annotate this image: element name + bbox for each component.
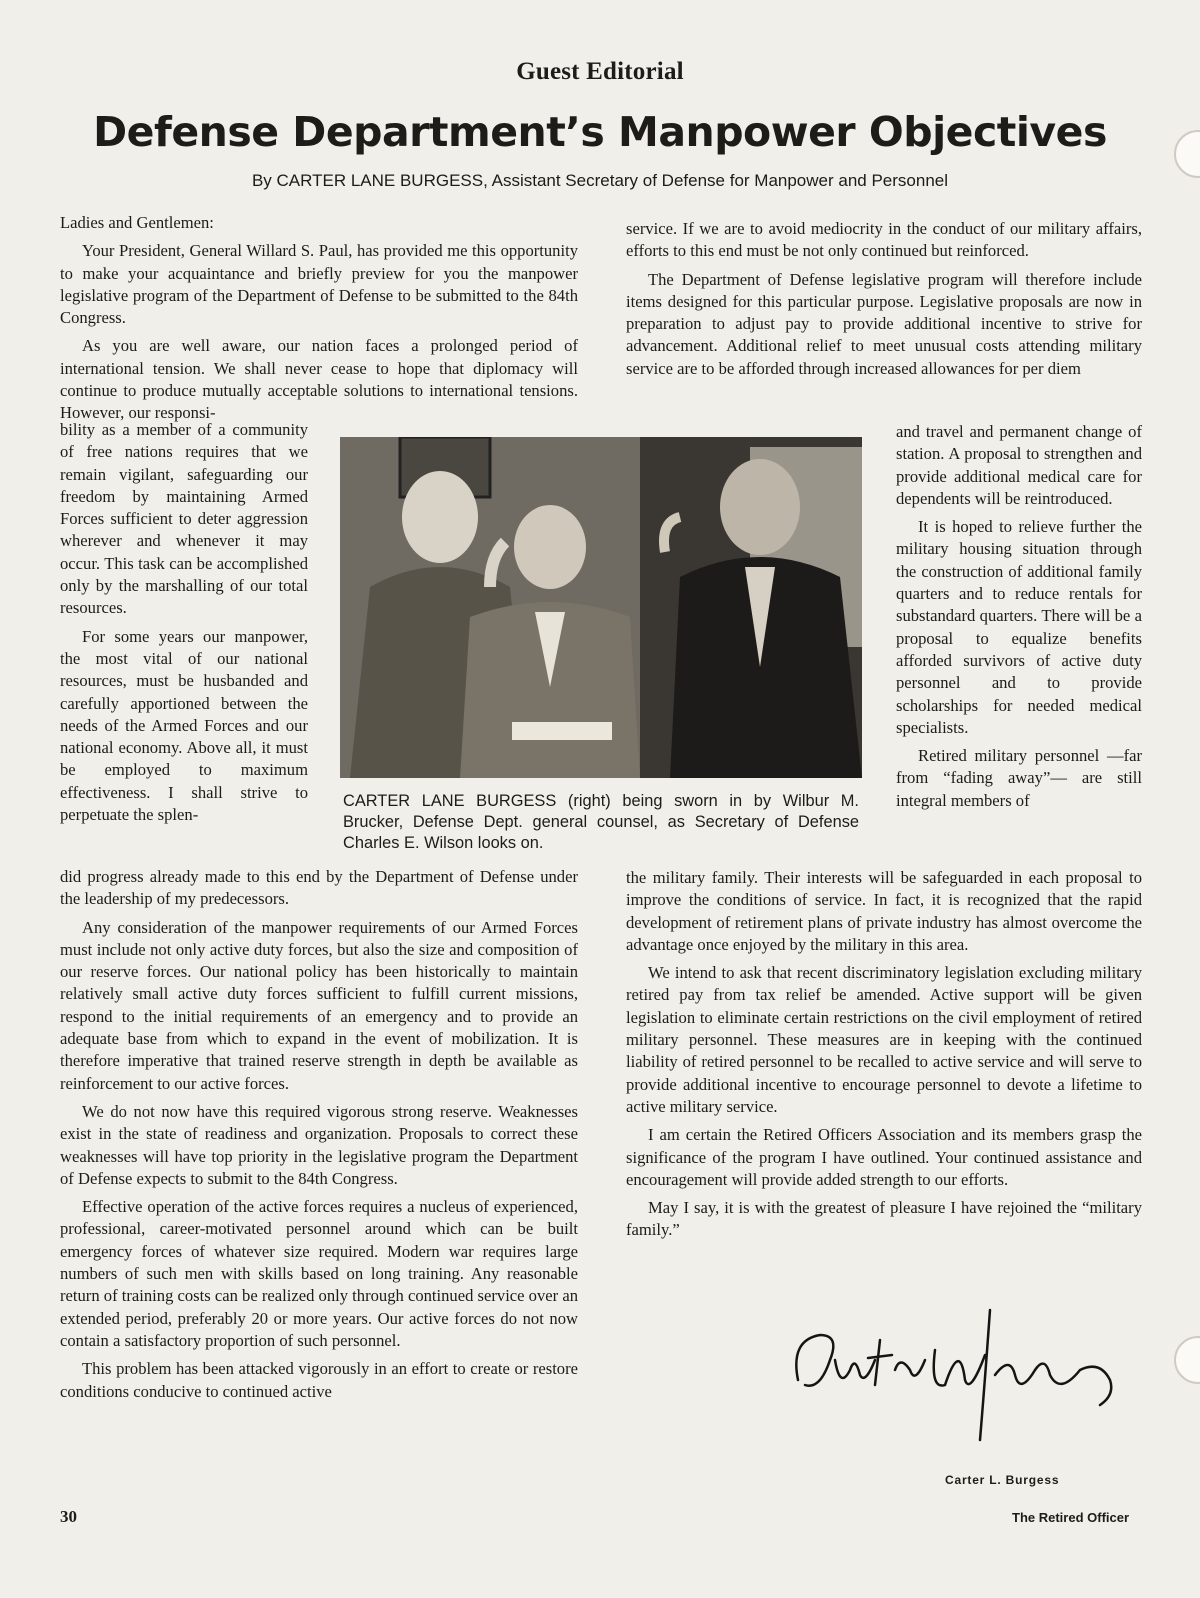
paragraph: This problem has been attacked vigorously in an effort to create or restore conditions conducive to continued active xyxy=(60,1359,578,1401)
left-column-beside-photo xyxy=(60,419,308,832)
paragraph: Retired military personnel —far from “fading away”— are still integral members of xyxy=(896,746,1142,810)
right-column-bottom xyxy=(626,867,1142,1248)
swearing-in-photo xyxy=(340,437,862,778)
byline: By CARTER LANE BURGESS, Assistant Secretary of Defense for Manpower and Personnel xyxy=(251,171,949,190)
right-column-top xyxy=(626,218,1142,386)
paragraph: As you are well aware, our nation faces a prolonged period of international tension. We shall never cease to hope that diplomacy will continue to produce mutually acceptable solutions to international tensions. However, our responsi- xyxy=(60,336,578,423)
headline: Defense Department’s Manpower Objectives xyxy=(93,108,1107,156)
kicker: Guest Editorial xyxy=(516,58,684,85)
salutation: Ladies and Gentlemen: xyxy=(60,213,214,232)
paragraph: Any consideration of the manpower requirements of our Armed Forces must include not only active duty forces, but also the size and composition of our reserve forces. Our national policy has been historically to maintain relatively small active duty forces sufficient to fulfill current missions, respond to the initial requirements of an emergency and to provide an adequate base from which to expand in the event of mobilization. It is therefore imperative that trained reserve strength in depth be available as reinforcement to our active forces. xyxy=(60,917,578,1093)
paragraph: The Department of Defense legislative program will therefore include items designed for this particular purpose. Legislative proposals are now in preparation to adjust pay to provide additional incentive to strive for advancement. Additional relief to meet unusual costs attending military service are to be afforded through increased allowances for per diem xyxy=(626,269,1142,378)
paragraph: We do not now have this required vigorous strong reserve. Weaknesses exist in the state of readiness and organization. Proposals to correct these weaknesses will have top priority in the legislative program the Department of Defense expects to submit to the 84th Congress. xyxy=(60,1101,578,1188)
photo-caption: CARTER LANE BURGESS (right) being sworn in by Wilbur M. Brucker, Defense Dept. general counsel, as Secretary of Defense Charles E. Wilson looks on. xyxy=(343,792,859,852)
paragraph: and travel and permanent change of station. A proposal to strengthen and provide additional medical care for dependents will be reintroduced. xyxy=(896,422,1142,508)
paragraph: Your President, General Willard S. Paul, has provided me this opportunity to make your acquaintance and briefly preview for you the manpower legislative program of the Department of Defense to be submitted to the 84th Congress. xyxy=(60,241,578,328)
paragraph: service. If we are to avoid mediocrity in the conduct of our military affairs, efforts to this end must be not only continued but reinforced. xyxy=(626,219,1142,261)
paragraph: did progress already made to this end by the Department of Defense under the leadership of my predecessors. xyxy=(60,867,578,909)
paragraph: For some years our manpower, the most vital of our national resources, must be husbanded and carefully apportioned between the needs of the Armed Forces and our national economy. Above all, it must be employed to maximum effectiveness. I shall strive to perpetuate the splen- xyxy=(60,626,308,825)
paragraph: Effective operation of the active forces requires a nucleus of experienced, professional, career-motivated personnel around which can be built emergency forces of whatever size required. Modern war requires large numbers of such men with skills based on long training. Any reasonable return of training costs can be realized only through continued service over an extended period, preferably 20 or more years. Our active forces do not now contain a satisfactory proportion of such personnel. xyxy=(60,1197,578,1350)
signature xyxy=(780,1300,1140,1460)
paragraph: We intend to ask that recent discriminatory legislation excluding military retired pay from tax relief be amended. Active support will be given legislation to eliminate certain restrictions on the civil employment of retired military personnel. These measures are in keeping with the continued liability of retired personnel to be recalled to active service and will serve to provide additional incentive to encourage personnel to devote a lifetime to active military service. xyxy=(626,963,1142,1116)
paragraph: bility as a member of a community of free nations requires that we remain vigilant, safeguarding our freedom by maintaining Armed Forces sufficient to deter aggression wherever and whenever it may occur. This task can be accomplished only by the marshalling of our total resources. xyxy=(60,420,308,618)
binder-hole-bottom xyxy=(1174,1336,1200,1384)
page-number: 30 xyxy=(60,1507,77,1526)
left-column-top xyxy=(60,212,578,431)
left-column-bottom xyxy=(60,866,578,1409)
paragraph: I am certain the Retired Officers Association and its members grasp the significance of the program I have outlined. Your continued assistance and encouragement will provide added strength to our efforts. xyxy=(626,1125,1142,1189)
paragraph: the military family. Their interests will be safeguarded in each proposal to improve the conditions of service. In fact, it is recognized that the rapid development of retirement plans of private industry has almost overcome the advantage once enjoyed by the military in this area. xyxy=(626,868,1142,954)
publication-name: The Retired Officer xyxy=(1012,1510,1130,1525)
right-column-beside-photo xyxy=(896,421,1142,818)
signature-printed-name: Carter L. Burgess xyxy=(945,1473,1060,1487)
paragraph: It is hoped to relieve further the military housing situation through the construction of additional family quarters and to reduce rentals for substandard quarters. There will be a proposal to equalize benefits afforded survivors of active duty personnel and to provide scholarships for needed medical specialists. xyxy=(896,517,1142,737)
paragraph: May I say, it is with the greatest of pleasure I have rejoined the “military family.” xyxy=(626,1198,1142,1240)
